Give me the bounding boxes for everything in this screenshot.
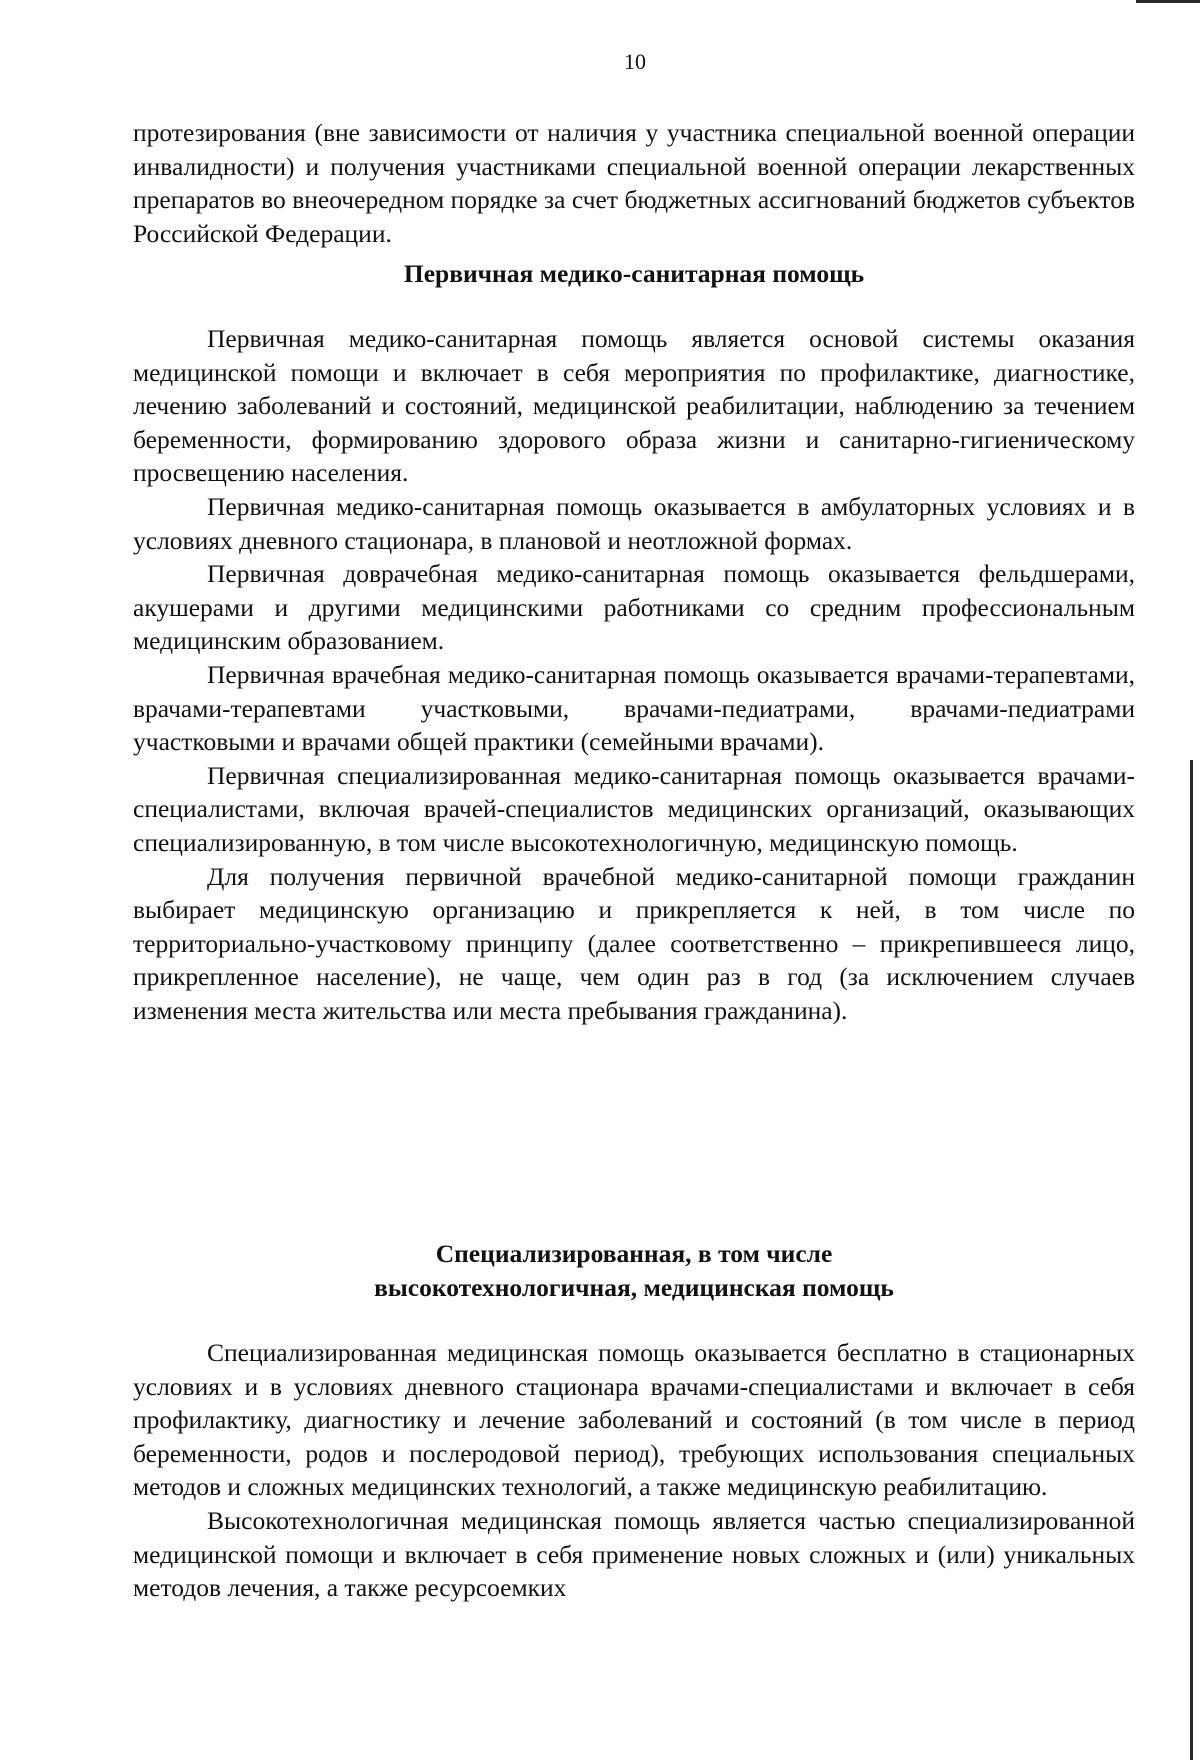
primary-care-body: [133, 322, 1135, 1027]
page-number: 10: [624, 49, 646, 74]
scan-edge-top-line: [1136, 0, 1200, 3]
paragraph: Для получения первичной врачебной медико-санитарной помощи гражданин выбирает медицинскую организацию и прикрепляется к ней, в том числе по территориально-участковому принципу (далее соответственно – прикрепившееся лицо, прикрепленное население), не чаще, чем один раз в год (за исключением случаев изменения места жительства или места пребывания гражданина).: [133, 861, 1135, 1025]
section-heading-specialized-care: [133, 1237, 1135, 1305]
paragraph: Специализированная медицинская помощь оказывается бесплатно в стационарных условиях и в условиях дневного стационара врачами-специалистами и включает в себя профилактику, диагностику и лечение заболеваний и состояний (в том числе в период беременности, родов и послеродовой период), требующих использования специальных методов и сложных медицинских технологий, а также медицинскую реабилитацию.: [133, 1338, 1135, 1502]
paragraph: Первичная доврачебная медико-санитарная помощь оказывается фельдшерами, акушерами и другими медицинскими работниками со средним профессиональным медицинским образованием.: [133, 559, 1135, 656]
paragraph: Первичная медико-санитарная помощь является основой системы оказания медицинской помощи и включает в себя мероприятия по профилактике, диагностике, лечению заболеваний и состояний, медицинской реабилитации, наблюдению за течением беременности, формированию здорового образа жизни и санитарно-гигиеническому просвещению населения.: [133, 324, 1135, 488]
section-heading-primary-care: Первичная медико-санитарная помощь: [403, 259, 865, 288]
paragraph: Первичная медико-санитарная помощь оказывается в амбулаторных условиях и в условиях дневного стационара, в плановой и неотложной формах.: [133, 491, 1135, 555]
paragraph: Первичная врачебная медико-санитарная помощь оказывается врачами-терапевтами, врачами-терапевтами участковыми, врачами-педиатрами, врачами-педиатрами участковыми и врачами общей практики (семейными врачами).: [133, 659, 1135, 757]
specialized-care-body: [133, 1336, 1135, 1605]
paragraph: Первичная специализированная медико-санитарная помощь оказывается врачами-специалистами, включая врачей-специалистов медицинских организаций, оказывающих специализированную, в том числе высокотехнологичную, медицинскую помощь.: [133, 760, 1135, 857]
intro-paragraph: протезирования (вне зависимости от наличия у участника специальной военной операции инвалидности) и получения участниками специальной военной операции лекарственных препаратов во внеочередном порядке за счет бюджетных ассигнований бюджетов субъектов Российской Федерации.: [133, 118, 1135, 248]
section-heading-line: Специализированная, в том числе: [435, 1239, 833, 1268]
intro-text: [133, 116, 1135, 250]
section-heading-line: высокотехнологичная, медицинская помощь: [374, 1273, 894, 1302]
paragraph: Высокотехнологичная медицинская помощь является частью специализированной медицинской помощи и включает в себя применение новых сложных и (или) уникальных методов лечения, а также ресурсоемких: [133, 1505, 1135, 1603]
scan-edge-right-line: [1190, 760, 1193, 1760]
